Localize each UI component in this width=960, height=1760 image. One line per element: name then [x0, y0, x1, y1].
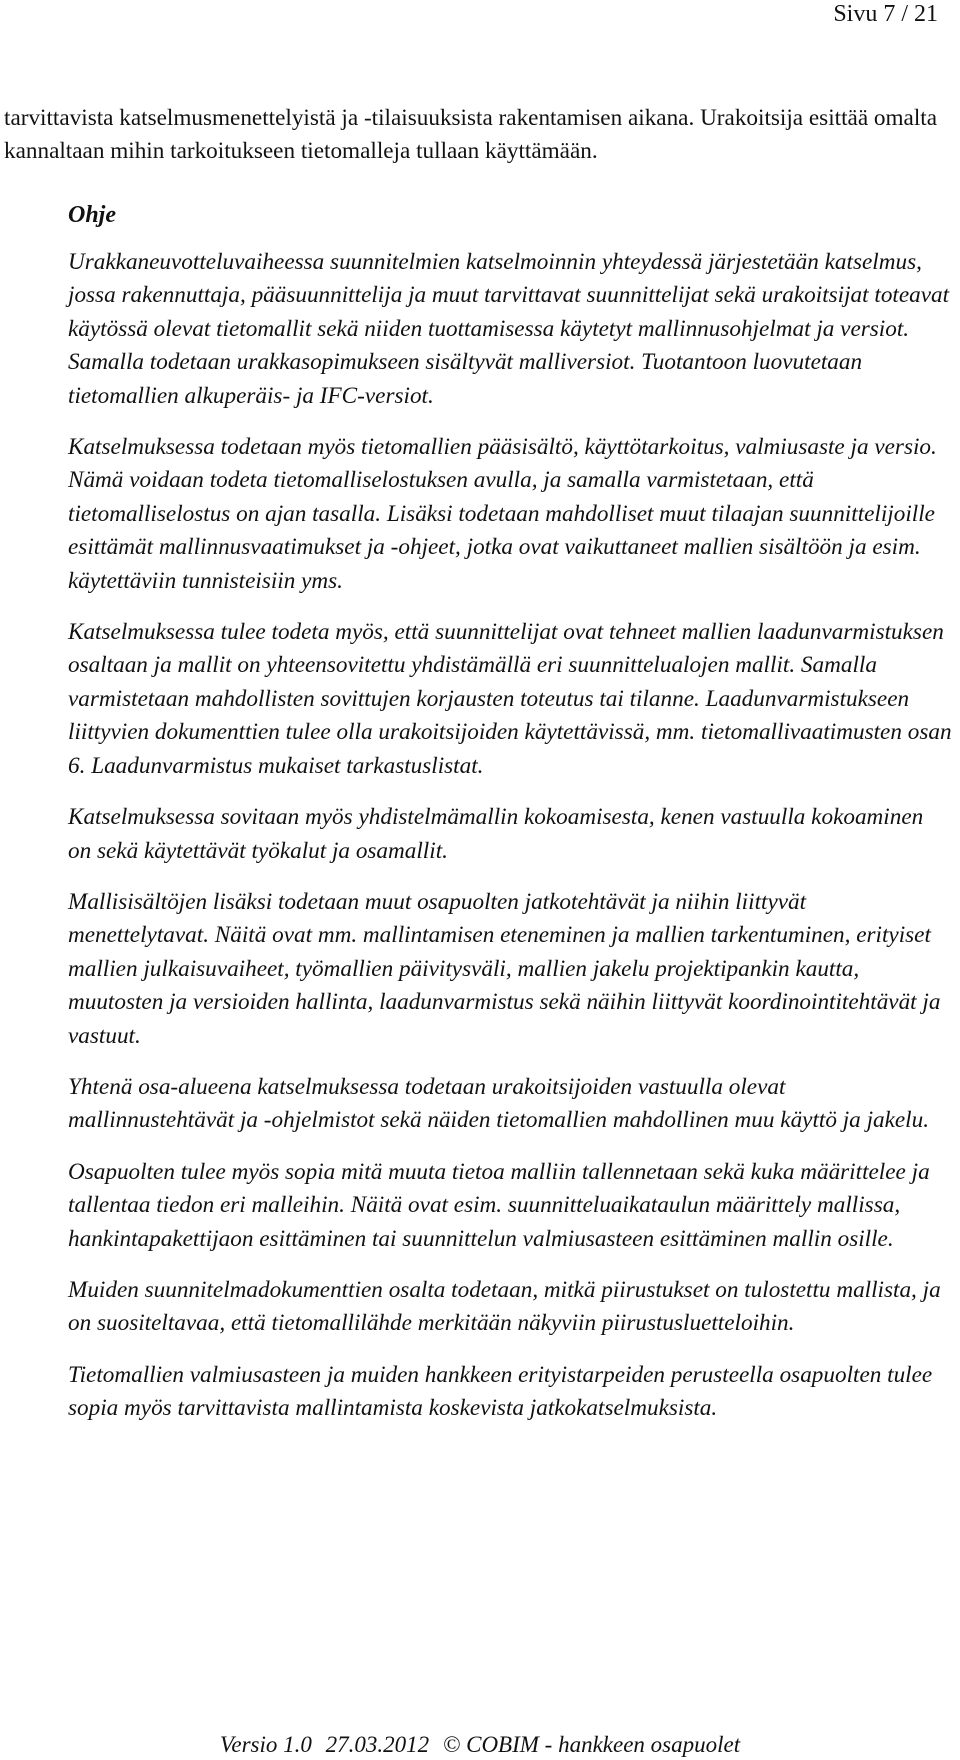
guide-paragraph: Yhtenä osa-alueena katselmuksessa todetaan urakoitsijoiden vastuulla olevat mallinnustehtävät ja -ohjelmistot sekä näiden tietomallien mahdollinen muu käyttö ja jakelu.: [68, 1073, 930, 1134]
guide-section: [68, 199, 952, 1444]
footer-copyright: © COBIM - hankkeen osapuolet: [442, 1732, 741, 1757]
guide-paragraph: Katselmuksessa tulee todeta myös, että suunnittelijat ovat tehneet mallien laadunvarmistuksen osaltaan ja mallit on yhteensovitettu yhdistämällä eri suunnittelualojen mallit. Samalla varmistetaan mahdollisten sovittujen korjausten toteutus tai tilanne. Laadunvarmistukseen liittyvien dokumenttien tulee olla urakoitsijoiden käytettävissä, mm. tietomallivaatimusten osan 6. Laadunvarmistus mukaiset tarkastuslistat.: [68, 619, 952, 779]
page-number: Sivu 7 / 21: [833, 1, 938, 27]
guide-paragraph: Urakkaneuvotteluvaiheessa suunnitelmien katselmoinnin yhteydessä järjestetään katselmus, jossa rakennuttaja, pääsuunnittelija ja muut tarvittavat suunnittelijat sekä urakoitsijat toteavat käytössä olevat tietomallit sekä niiden tuottamisessa käytetyt mallinnusohjelmat ja versiot. Samalla todetaan urakkasopimukseen sisältyvät malliversiot. Tuotantoon luovutetaan tietomallien alkuperäis- ja IFC-versiot.: [68, 249, 950, 409]
footer-date: 27.03.2012: [325, 1732, 430, 1757]
guide-paragraph: Katselmuksessa todetaan myös tietomallien pääsisältö, käyttötarkoitus, valmiusaste ja versio. Nämä voidaan todeta tietomalliselostuksen avulla, ja samalla varmistetaan, että tietomalliselostus on ajan tasalla. Lisäksi todetaan mahdolliset muut tilaajan suunnittelijoille esittämät mallinnusvaatimukset ja -ohjeet, jotka ovat vaikuttaneet mallien sisältöön ja esim. käytettäviin tunnisteisiin yms.: [68, 434, 937, 594]
guide-paragraph: Muiden suunnitelmadokumenttien osalta todetaan, mitkä piirustukset on tulostettu mallista, ja on suositeltavaa, että tietomallilähde merkitään näkyviin piirustusluetteloihin.: [68, 1276, 941, 1337]
intro-paragraph: tarvittavista katselmusmenettelyistä ja -tilaisuuksista rakentamisen aikana. Urakoitsija esittää omalta kannaltaan mihin tarkoitukseen tietomalleja tullaan käyttämään.: [4, 105, 938, 164]
footer-version: Versio 1.0: [219, 1732, 312, 1757]
guide-paragraph: Osapuolten tulee myös sopia mitä muuta tietoa malliin tallennetaan sekä kuka määrittelee ja tallentaa tiedon eri malleihin. Näitä ovat esim. suunnitteluaikataulun määrittely mallissa, hankintapakettijaon esittäminen tai suunnittelun valmiusasteen esittäminen mallin osille.: [68, 1158, 930, 1252]
guide-paragraph: Tietomallien valmiusasteen ja muiden hankkeen erityistarpeiden perusteella osapuolten tulee sopia myös tarvittavista mallintamista koskevista jatkokatselmuksista.: [68, 1361, 933, 1422]
guide-heading: Ohje: [68, 202, 116, 228]
page-footer: [0, 1731, 960, 1759]
guide-paragraph: Mallisisältöjen lisäksi todetaan muut osapuolten jatkotehtävät ja niihin liittyvät menettelytavat. Näitä ovat mm. mallintamisen eteneminen ja mallien tarkentuminen, erityiset mallien julkaisuvaiheet, työmallien päivitysväli, mallien jakelu projektipankin kautta, muutosten ja versioiden hallinta, laadunvarmistus sekä näihin liittyvät koordinointitehtävät ja vastuut.: [68, 888, 941, 1049]
guide-paragraph: Katselmuksessa sovitaan myös yhdistelmämallin kokoamisesta, kenen vastuulla kokoaminen on sekä käytettävät työkalut ja osamallit.: [68, 804, 924, 864]
